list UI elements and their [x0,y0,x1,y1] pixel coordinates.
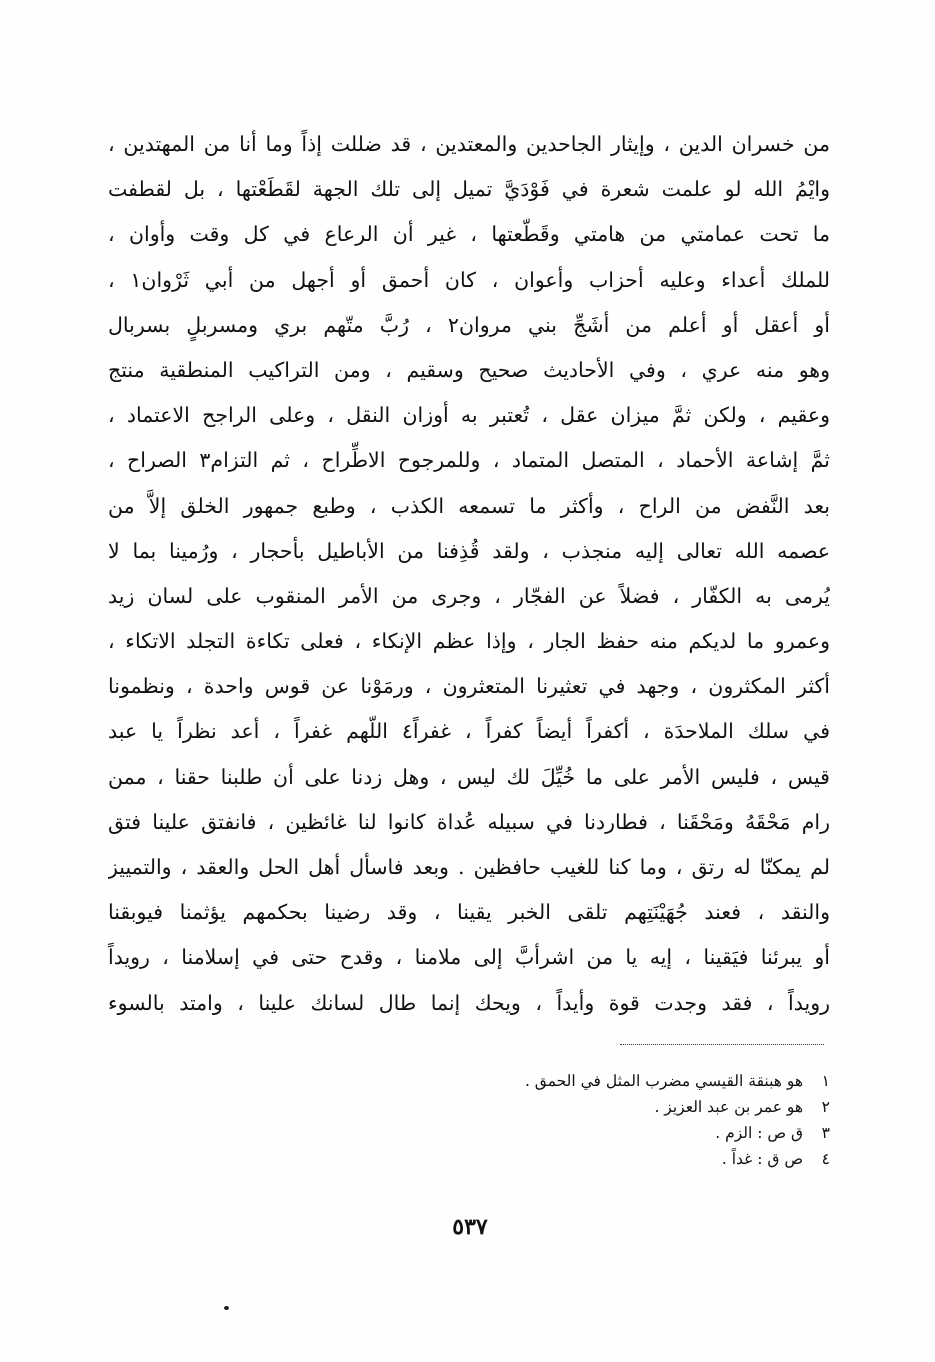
text-line: أكثر المكثرون ، وجهد في تعثيرنا المتعثرون ، ورمَوْنا عن قوس واحدة ، ونظمونا [108,674,830,699]
page-number: ٥٣٧ [452,1214,488,1240]
text-line: أو يبرئنا فيَقينا ، إيه يا من اشرأبَّ إلى ملامنا ، وقدح حتى في إسلامنا ، رويداً [108,945,830,970]
text-line: ما تحت عمامتي من هامتي وقَطّعتها ، غير أن الرعاع في كل وقت وأوان ، [108,222,830,247]
text-line: في سلك الملاحدَة ، أكفراً أيضاً كفراً ، غفراً٤ اللّهم غفراً ، أعد نظراً يا عبد [108,719,830,744]
footnote-number: ٤ [821,1150,830,1168]
text-line: رام مَحْقَهُ ومَحْقَنا ، فطاردنا في سبيله عُداة كانوا لنا غائظين ، فانفتق علينا فتق [108,809,830,834]
text-line: بعد النَّفض من الراح ، وأكثر ما تسمعه الكذب ، وطبع جمهور الخلق إلاَّ من [108,493,830,518]
footnote-number: ٣ [821,1124,830,1142]
text-line: للملك أعداء وعليه أحزاب وأعوان ، كان أحمق أو أجهل من أبي ثَرْوان١ ، [108,267,830,292]
text-line: ثمَّ إشاعة الأحماد ، المتصل المتماد ، وللمرجوح الاطِّراح ، ثم التزام٣ الصراح ، [108,448,830,473]
footnote-text: هو عمر بن عبد العزيز . [654,1098,804,1116]
text-line: رويداً ، فقد وجدت قوة وأيداً ، ويحك إنما طال لسانك علينا ، وامتد بالسوء [108,990,830,1015]
footnote-text: ق ص : الزم . [715,1124,804,1142]
footnote-item [360,1146,830,1172]
footnote-text: ص ق : غداً . [721,1150,804,1168]
scan-speck [224,1306,229,1310]
footnote-item [360,1120,830,1146]
text-line: وهو منه عري ، وفي الأحاديث صحيح وسقيم ، ومن التراكيب المنطقية منتج [108,357,830,382]
footnotes [360,1068,830,1172]
main-text [108,122,830,1026]
footnote-number: ١ [821,1072,830,1090]
text-line: وعمرو ما لديكم منه حفظ الجار ، وإذا عظم الإنكاء ، فعلى تكاءة التجلد الاتكاء ، [108,629,830,654]
footnote-text: هو هبنقة القيسي مضرب المثل في الحمق . [524,1072,804,1090]
footnote-number: ٢ [821,1098,830,1116]
text-line: يُرمى به الكفّار ، فضلاً عن الفجّار ، وجرى من الأمر المنقوب على لسان زيد [108,583,830,608]
footnote-item [360,1068,830,1094]
text-line: قيس ، فليس الأمر على ما خُيِّلَ لك ليس ، وهل زدنا على أن طلبنا حقنا ، ممن [108,764,830,789]
text-line: عصمه الله تعالى إليه منجذب ، ولقد قُذِفنا من الأباطيل بأحجار ، ورُمينا بما لا [108,538,830,563]
text-line: والنقد ، فعند جُهَيْنَتِهم تلقى الخبر يقينا ، وقد رضينا بحكمهم يؤثمنا فيوبقنا [108,900,830,925]
text-line: أو أعقل أو أعلم من أشَجِّ بني مروان٢ ، رُبَّ متّهم بري ومسربلٍ بسربال [108,312,830,337]
footnote-item [360,1094,830,1120]
text-line: وايْمُ الله لو علمت شعرة في فَوْدَيَّ تميل إلى تلك الجهة لقَطَعْتها ، بل لقطفت [108,177,830,202]
text-line: وعقيم ، ولكن ثمَّ ميزان عقل ، تُعتبر به أوزان النقل ، وعلى الراجح الاعتماد ، [108,403,830,428]
footnote-separator [620,1044,824,1045]
text-line: لم يمكنّا له رتق ، وما كنا للغيب حافظين . وبعد فاسأل أهل الحل والعقد ، والتمييز [108,855,830,879]
text-line: من خسران الدين ، وإيثار الجاحدين والمعتدين ، قد ضللت إذاً وما أنا من المهتدين ، [108,132,830,156]
